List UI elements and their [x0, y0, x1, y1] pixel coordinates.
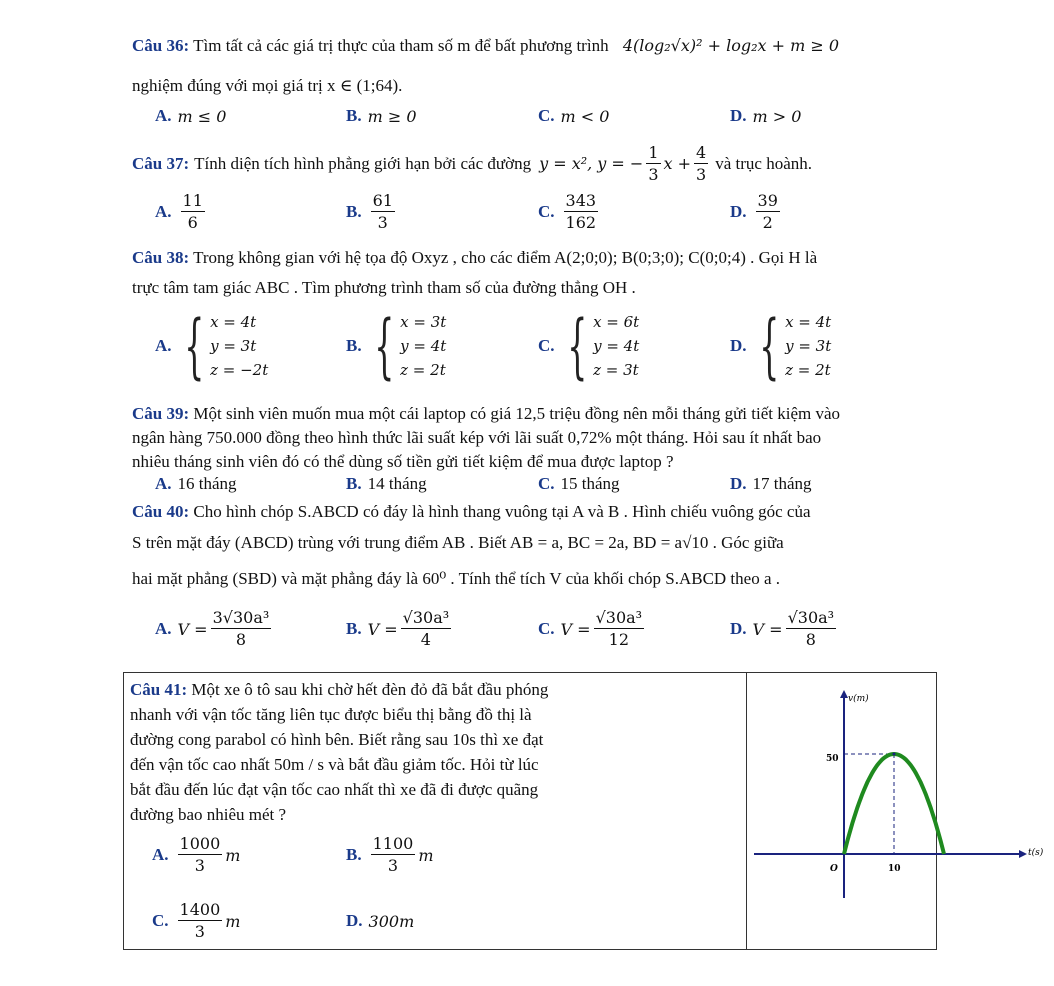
- q39-option-a[interactable]: [155, 472, 237, 496]
- q41-option-a[interactable]: [152, 833, 240, 877]
- q39-text1: Một sinh viên muốn mua một cái laptop có giá 12,5 triệu đồng nên mỗi tháng gửi tiết kiệm vào: [193, 404, 841, 423]
- peak-point: [893, 753, 896, 756]
- system-line: z = 2t: [400, 361, 446, 379]
- q36-line2: nghiệm đúng với mọi giá trị x ∈ (1;64).: [132, 76, 403, 95]
- option-label: D.: [346, 911, 363, 930]
- system-line: x = 3t: [400, 313, 447, 331]
- option-label: B.: [346, 845, 362, 864]
- q37-option-c[interactable]: [538, 190, 601, 234]
- option-unit: m: [418, 845, 434, 865]
- q41-line: nhanh với vận tốc tăng liên tục được biểu thị bằng đồ thị là: [130, 705, 532, 724]
- option-text: m < 0: [560, 106, 610, 126]
- q41-option-c[interactable]: [152, 899, 240, 943]
- brace-icon: {: [183, 305, 204, 387]
- q39-line1: [132, 404, 932, 424]
- q37-option-b[interactable]: [346, 190, 398, 234]
- q40-option-a[interactable]: [155, 604, 274, 654]
- fraction-denominator: 3: [696, 164, 707, 184]
- fraction-numerator: 1100: [372, 833, 414, 853]
- q40-options: [0, 604, 1024, 654]
- q37-line1: [132, 144, 932, 184]
- q37-formula-a: y = x², y = −: [539, 154, 644, 173]
- fraction-denominator: 8: [805, 629, 816, 649]
- equation-system: [561, 305, 640, 387]
- system-line: x = 4t: [785, 313, 832, 331]
- q39-option-c[interactable]: [538, 472, 620, 496]
- q37-options: [0, 190, 1024, 234]
- system-line: y = 3t: [785, 337, 832, 355]
- option-label: C.: [538, 474, 555, 493]
- q41-line: [130, 677, 730, 702]
- option-label: C.: [538, 619, 555, 638]
- option-label: D.: [730, 619, 747, 638]
- y-tick-label: 50: [826, 754, 839, 764]
- q37-fraction-1: [646, 143, 660, 186]
- q41-line: đến vận tốc cao nhất 50m / s và bắt đầu giảm tốc. Hỏi từ lúc: [130, 755, 539, 774]
- fraction-numerator: 343: [565, 190, 597, 210]
- option-label: B.: [346, 336, 362, 355]
- option-text: 16 tháng: [177, 474, 237, 493]
- option-label: D.: [730, 474, 747, 493]
- option-label: B.: [346, 474, 362, 493]
- q41-line: bắt đầu đến lúc đạt vận tốc cao nhất thì xe đã đi được quãng: [130, 780, 539, 799]
- option-label: D.: [730, 106, 747, 125]
- fraction-numerator: 4: [696, 142, 707, 162]
- fraction-denominator: 2: [762, 212, 773, 232]
- q37-text1: Tính diện tích hình phẳng giới hạn bởi các đường: [194, 154, 532, 173]
- q39-option-d[interactable]: [730, 472, 812, 496]
- fraction-denominator: 3: [194, 855, 205, 875]
- q36-text: Tìm tất cả các giá trị thực của tham số m để bất phương trình: [193, 36, 609, 55]
- system-line: z = 3t: [593, 361, 639, 379]
- fraction-numerator: 39: [757, 190, 778, 210]
- system-line: y = 3t: [210, 337, 257, 355]
- fraction-numerator: √30a³: [595, 607, 643, 627]
- brace-icon: {: [373, 305, 394, 387]
- system-line: y = 4t: [400, 337, 447, 355]
- q36-option-a[interactable]: [155, 96, 226, 136]
- option-label: B.: [346, 202, 362, 221]
- system-line: y = 4t: [593, 337, 640, 355]
- fraction-denominator: 4: [420, 629, 431, 649]
- system-line: z = 2t: [785, 361, 831, 379]
- fraction-denominator: 162: [565, 212, 597, 232]
- fraction-denominator: 3: [377, 212, 388, 232]
- system-line: z = −2t: [210, 361, 269, 379]
- q36-head: Câu 36:: [132, 36, 190, 55]
- x-axis-arrow-icon: [1019, 850, 1027, 858]
- fraction-numerator: 11: [182, 190, 203, 210]
- q38-line2: trực tâm tam giác ABC . Tìm phương trình tham số của đường thẳng OH .: [132, 278, 636, 297]
- equation-system: [178, 305, 269, 387]
- fraction-denominator: 3: [387, 855, 399, 875]
- q38-option-d[interactable]: [730, 304, 831, 388]
- box-divider: [746, 673, 747, 949]
- option-label: C.: [538, 106, 555, 125]
- q37-formula-b: x +: [663, 154, 692, 173]
- q40-option-c[interactable]: [538, 604, 647, 654]
- q41-line: đường cong parabol có hình bên. Biết rằng sau 10s thì xe đạt: [130, 730, 544, 749]
- option-label: D.: [730, 202, 747, 221]
- q39-line3: nhiêu tháng sinh viên đó có thể dùng số tiền gửi tiết kiệm để mua được laptop ?: [132, 452, 674, 471]
- q37-option-d[interactable]: [730, 190, 783, 234]
- q36-option-c[interactable]: [538, 96, 609, 136]
- fraction-numerator: 61: [372, 190, 393, 210]
- fraction-numerator: √30a³: [787, 607, 835, 627]
- q37-option-a[interactable]: [155, 190, 208, 234]
- option-label: A.: [155, 106, 172, 125]
- q41-line: đường bao nhiêu mét ?: [130, 805, 287, 824]
- q39-head: Câu 39:: [132, 404, 190, 423]
- q40-text1: Cho hình chóp S.ABCD có đáy là hình thang vuông tại A và B . Hình chiếu vuông góc của: [193, 502, 811, 521]
- option-prefix: V =: [560, 619, 591, 639]
- q38-head: Câu 38:: [132, 248, 190, 267]
- q36-options: [0, 96, 1024, 136]
- q36-option-d[interactable]: [730, 96, 801, 136]
- option-text: 17 tháng: [752, 474, 812, 493]
- q41-box: [123, 672, 1044, 950]
- fraction-denominator: 6: [187, 212, 198, 232]
- q41-text: [130, 677, 730, 827]
- brace-icon: {: [758, 305, 779, 387]
- option-label: A.: [152, 845, 169, 864]
- option-unit: m: [225, 911, 241, 931]
- option-label: A.: [155, 202, 172, 221]
- option-label: A.: [155, 336, 172, 355]
- option-label: B.: [346, 106, 362, 125]
- q40-option-d[interactable]: [730, 604, 839, 654]
- option-label: D.: [730, 336, 747, 355]
- origin-label: O: [830, 864, 838, 874]
- option-label: A.: [155, 474, 172, 493]
- option-text: m ≥ 0: [367, 106, 417, 126]
- option-text: 300m: [368, 911, 415, 931]
- option-prefix: V =: [177, 619, 208, 639]
- brace-icon: {: [566, 305, 587, 387]
- option-unit: m: [225, 845, 241, 865]
- y-axis-label: v(m): [848, 694, 869, 704]
- fraction-denominator: 3: [648, 164, 659, 184]
- option-label: A.: [155, 619, 172, 638]
- q36-line1: [132, 36, 932, 56]
- equation-system: [368, 305, 447, 387]
- option-prefix: V =: [367, 619, 398, 639]
- x-axis-label: t(s): [1028, 848, 1044, 858]
- option-prefix: V =: [752, 619, 783, 639]
- option-label: B.: [346, 619, 362, 638]
- q38-text1: Trong không gian với hệ tọa độ Oxyz , cho các điểm A(2;0;0); B(0;3;0); C(0;0;4) . Gọi H là: [193, 248, 818, 267]
- fraction-numerator: 1000: [179, 833, 221, 853]
- equation-system: [753, 305, 832, 387]
- q37-head: Câu 37:: [132, 154, 190, 173]
- fraction-numerator: 1: [648, 142, 659, 162]
- option-text: 15 tháng: [560, 474, 620, 493]
- q40-option-b[interactable]: [346, 604, 454, 654]
- fraction-denominator: 12: [608, 629, 630, 649]
- q37-text2: và trục hoành.: [715, 154, 812, 173]
- q39-options: [0, 472, 1024, 496]
- q40-line1: [132, 502, 932, 522]
- fraction-numerator: 1400: [179, 899, 221, 919]
- fraction-denominator: 3: [194, 921, 205, 941]
- q41-option-d[interactable]: [346, 899, 414, 943]
- velocity-graph: [754, 679, 1054, 949]
- q38-line1: [132, 248, 932, 268]
- q36-formula: 4(log₂√x)² + log₂x + m ≥ 0: [622, 36, 840, 55]
- system-line: x = 4t: [210, 313, 257, 331]
- fraction-denominator: 8: [235, 629, 247, 649]
- q41-option-b[interactable]: [346, 833, 433, 877]
- q39-option-b[interactable]: [346, 472, 427, 496]
- option-text: m ≤ 0: [177, 106, 227, 126]
- option-label: C.: [538, 336, 555, 355]
- system-line: x = 6t: [593, 313, 640, 331]
- q38-option-a[interactable]: [155, 304, 268, 388]
- q38-option-b[interactable]: [346, 304, 446, 388]
- option-text: m > 0: [752, 106, 802, 126]
- fraction-numerator: 3√30a³: [212, 607, 270, 627]
- q40-line2: S trên mặt đáy (ABCD) trùng với trung điểm AB . Biết AB = a, BC = 2a, BD = a√10 . Góc giữa: [132, 533, 784, 552]
- option-label: C.: [538, 202, 555, 221]
- q39-line2: ngân hàng 750.000 đồng theo hình thức lãi suất kép với lãi suất 0,72% một tháng. Hỏi sau ít nhất bao: [132, 428, 822, 447]
- q37-fraction-2: [694, 143, 708, 186]
- option-text: 14 tháng: [367, 474, 427, 493]
- option-label: C.: [152, 911, 169, 930]
- q36-option-b[interactable]: [346, 96, 417, 136]
- fraction-numerator: √30a³: [402, 607, 450, 627]
- y-axis-arrow-icon: [840, 690, 848, 698]
- q40-head: Câu 40:: [132, 502, 190, 521]
- q40-line3: hai mặt phẳng (SBD) và mặt phẳng đáy là 60⁰ . Tính thể tích V của khối chóp S.ABCD theo a .: [132, 569, 780, 588]
- x-tick-label: 10: [888, 864, 901, 874]
- q38-options: [0, 304, 1024, 388]
- q38-option-c[interactable]: [538, 304, 639, 388]
- q41-head: Câu 41:: [130, 680, 188, 699]
- q41-line-text: Một xe ô tô sau khi chờ hết đèn đỏ đã bắt đầu phóng: [191, 680, 549, 699]
